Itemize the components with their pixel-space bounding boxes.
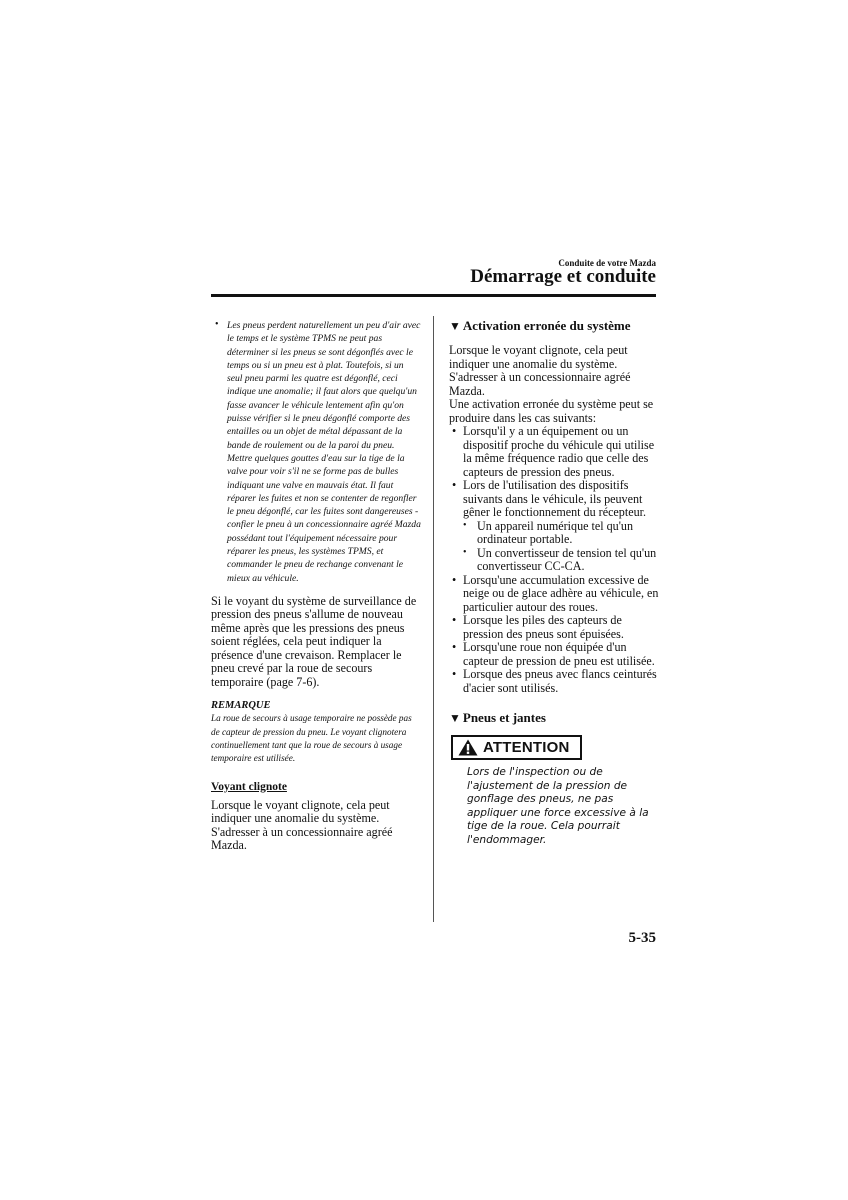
attention-box	[451, 735, 582, 760]
bullet: •	[463, 546, 467, 558]
remarque-text: La roue de secours à usage temporaire ne possède pas de capteur de pression du pneu. Le voyant clignotera continuellement tant que la roue de secours à usage temporaire est utilisée.	[211, 713, 412, 764]
triangle-marker-icon: ▼	[449, 711, 461, 725]
bullet: •	[452, 424, 457, 438]
activation-paragraph-2: Une activation erronée du système peut se produire dans les cas suivants:	[449, 397, 654, 425]
list-item	[449, 641, 659, 668]
list-item	[449, 614, 659, 641]
tpms-note	[213, 319, 421, 585]
list-item-text: Lorsque des pneus avec flancs ceinturés d'acier sont utilisés.	[463, 667, 657, 695]
sublist-item	[463, 520, 659, 547]
bullet: •	[452, 667, 457, 681]
list-item	[449, 574, 659, 615]
section-heading-pneus	[449, 710, 659, 726]
left-column	[211, 319, 421, 853]
bullet: •	[463, 519, 467, 531]
list-item-text: Lors de l'utilisation des dispositifs suivants dans le véhicule, ils peuvent gêner le fonctionnement du récepteur.	[463, 478, 647, 519]
voyant-clignote-heading: Voyant clignote	[211, 780, 287, 793]
header-rule	[211, 294, 656, 297]
cases-list	[449, 425, 659, 695]
list-item-text: Lorsque les piles des capteurs de pression des pneus sont épuisées.	[463, 613, 624, 641]
attention-text: Lors de l'inspection ou de l'ajustement de la pression de gonflage des pneus, ne pas appliquer une force excessive à la tige de la roue. Cela pourrait l'endommager.	[467, 766, 649, 846]
list-item-text: Lorsqu'une accumulation excessive de neige ou de glace adhère au véhicule, en particulier autour des roues.	[463, 572, 659, 614]
section-heading-activation	[449, 318, 659, 334]
list-item	[449, 425, 659, 479]
list-item	[449, 479, 659, 574]
right-column	[449, 318, 659, 848]
section-label: Conduite de votre Mazda	[558, 258, 656, 268]
heading-text: Pneus et jantes	[462, 710, 546, 725]
bullet: •	[452, 640, 457, 654]
list-item	[449, 668, 659, 695]
activation-paragraph-1: Lorsque le voyant clignote, cela peut indiquer une anomalie du système. S'adresser à un concessionnaire agréé Mazda.	[449, 343, 631, 398]
bullet: •	[452, 478, 457, 492]
bullet: •	[452, 613, 457, 627]
list-item-text: Lorsqu'il y a un équipement ou un dispositif proche du véhicule qui utilise la même fréquence radio que celle des capteurs de pression des pneus.	[463, 424, 655, 479]
devices-sublist	[463, 520, 659, 574]
voyant-clignote-text: Lorsque le voyant clignote, cela peut indiquer une anomalie du système. S'adresser à un concessionnaire agréé Mazda.	[211, 797, 393, 853]
remarque-title: REMARQUE	[211, 700, 271, 712]
tpms-note-text: Les pneus perdent naturellement un peu d'air avec le temps et le système TPMS ne peut pas déterminer si les pneus se sont dégonflés avec le temps ou si un pneu est à plat. Toutefois, si un seul pneu parmi les quatre est dégonflé, ceci indique une anomalie; il faut alors que quelqu'un fasse avancer le véhicule lentement afin qu'on puisse vérifier si le pneu dégonflé comporte des entailles ou un objet de métal dépassant de la bande de roulement ou de la paroi du pneu. Mettre quelques gouttes d'eau sur la tige de la valve pour voir s'il ne se forme pas de bulles indiquant une valve en mauvais état. Il faut réparer les fuites et non se contenter de regonfler le pneu dégonflé, car les fuites sont dangereuses - confier le pneu à un concessionnaire agréé Mazda possédant tout l'équipement nécessaire pour réparer les pneus, les systèmes TPMS, et commander le pneu de rechange convenant le mieux au véhicule.	[227, 320, 421, 584]
sublist-item-text: Un convertisseur de tension tel qu'un convertisseur CC-CA.	[477, 545, 657, 573]
column-divider	[433, 316, 434, 922]
page-number: 5-35	[628, 930, 656, 946]
bullet: •	[452, 572, 457, 587]
triangle-marker-icon: ▼	[449, 319, 461, 333]
attention-label: ATTENTION	[483, 739, 570, 756]
crevaison-paragraph: Si le voyant du système de surveillance de pression des pneus s'allume de nouveau même après que les pressions des pneus soient réglées, cela peut indiquer la présence d'une crevaison. Remplacer le pneu crevé par la roue de secours temporaire (page 7-6).	[211, 593, 417, 689]
heading-text: Activation erronée du système	[462, 318, 631, 333]
bullet: •	[215, 319, 219, 330]
list-item-text: Lorsqu'une roue non équipée d'un capteur de pression de pneu est utilisée.	[463, 640, 655, 668]
chapter-title: Démarrage et conduite	[470, 266, 656, 287]
warning-triangle-icon	[458, 739, 478, 756]
sublist-item-text: Un appareil numérique tel qu'un ordinateur portable.	[477, 518, 633, 546]
sublist-item	[463, 547, 659, 574]
